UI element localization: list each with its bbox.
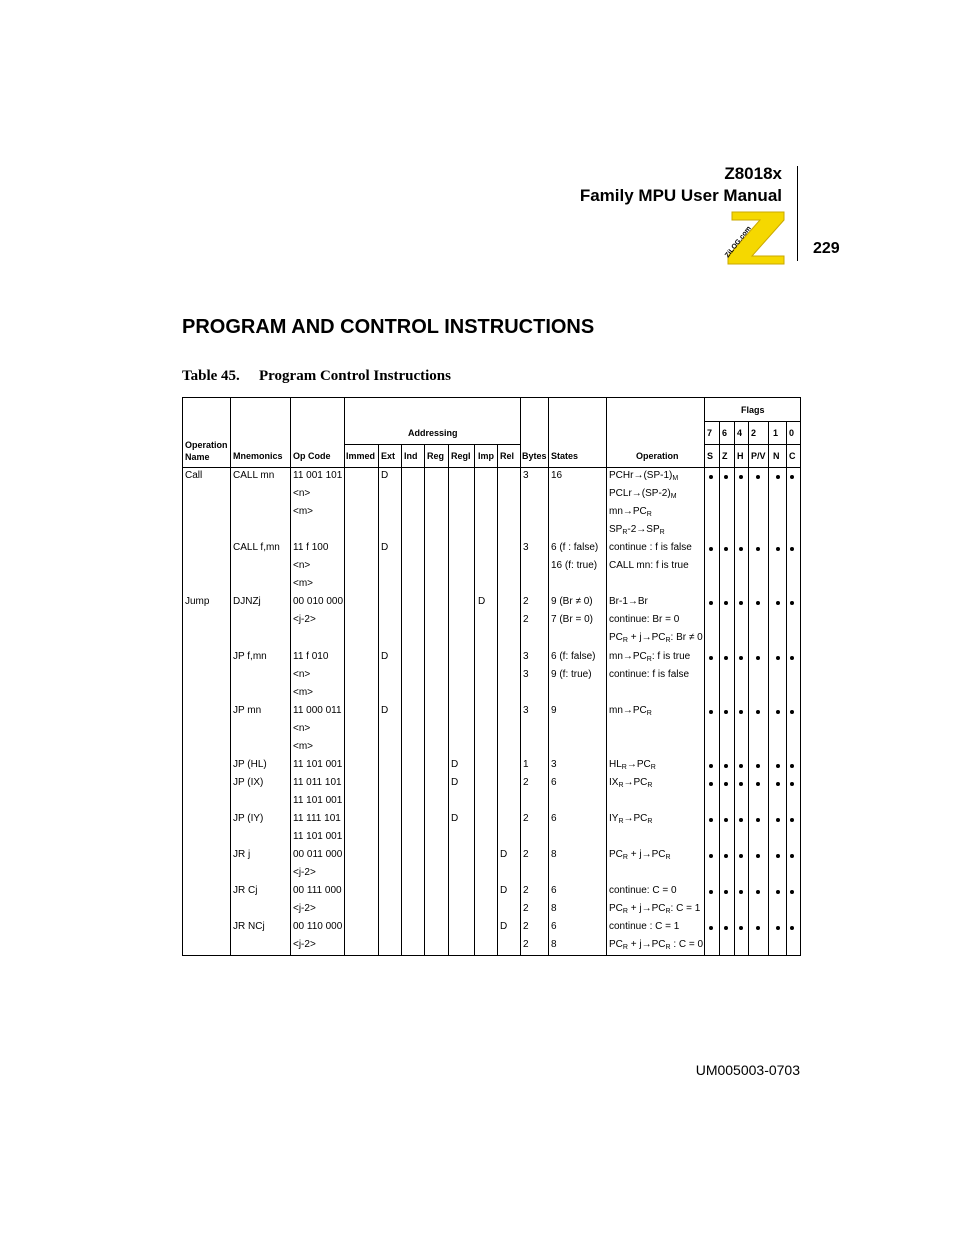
cell-op-code: 11 101 001 — [293, 758, 343, 770]
document-id: UM005003-0703 — [695, 1062, 800, 1078]
header-bottom-rule — [183, 467, 800, 468]
cell-mnemonic: DJNZj — [233, 596, 261, 608]
header-flag-pv: P/V — [751, 451, 766, 461]
cell-states: 6 — [551, 812, 557, 824]
cell-states: 6 — [551, 776, 557, 788]
flag-unaffected-dot — [756, 926, 760, 930]
flag-unaffected-dot — [724, 601, 728, 605]
header-flag-bit-1: 1 — [773, 428, 779, 438]
header-states: States — [551, 451, 579, 461]
flag-unaffected-dot — [790, 601, 794, 605]
cell-op-code: <m> — [293, 686, 314, 698]
flag-unaffected-dot — [776, 656, 780, 660]
cell-mnemonic: JR j — [233, 849, 251, 861]
flag-unaffected-dot — [790, 475, 794, 479]
cell-op-code: 00 011 000 — [293, 849, 343, 861]
flag-unaffected-dot — [756, 782, 760, 786]
cell-addressing: D — [451, 758, 459, 770]
flag-unaffected-dot — [709, 475, 713, 479]
cell-states: 9 (f: true) — [551, 668, 592, 680]
cell-addressing: D — [381, 650, 389, 662]
cell-bytes: 2 — [523, 614, 529, 626]
cell-mnemonic: CALL mn — [233, 470, 275, 481]
column-rule — [748, 421, 749, 955]
column-rule — [344, 398, 345, 955]
program-control-table — [182, 397, 801, 956]
flag-unaffected-dot — [756, 710, 760, 714]
logo-text: ZiLOG.com — [724, 225, 753, 260]
flag-unaffected-dot — [739, 782, 743, 786]
header-addr-reg: Reg — [427, 451, 445, 461]
flag-unaffected-dot — [709, 710, 713, 714]
cell-addressing: D — [381, 704, 389, 716]
cell-operation: $PCLr\to(SP-2)_M$ — [609, 488, 677, 501]
flag-unaffected-dot — [776, 818, 780, 822]
flag-unaffected-dot — [776, 475, 780, 479]
column-rule — [719, 421, 720, 955]
cell-bytes: 2 — [523, 812, 529, 824]
cell-bytes: 2 — [523, 939, 529, 951]
cell-operation-name: Jump — [185, 596, 210, 608]
cell-operation-name: Call — [185, 470, 203, 481]
cell-addressing: D — [451, 812, 459, 824]
flag-unaffected-dot — [709, 818, 713, 822]
cell-op-code: 11 101 001 — [293, 831, 343, 842]
column-rule — [474, 444, 475, 955]
header-addr-immed: Immed — [346, 451, 376, 461]
column-rule — [548, 398, 549, 955]
cell-op-code: <j-2> — [293, 614, 316, 626]
cell-mnemonic: JP f,mn — [233, 650, 267, 662]
flag-unaffected-dot — [790, 710, 794, 714]
flag-unaffected-dot — [739, 710, 743, 714]
cell-mnemonic: JP (HL) — [233, 758, 267, 770]
cell-states: 6 (f: false) — [551, 650, 596, 662]
header-flags: Flags — [741, 405, 765, 415]
flag-unaffected-dot — [776, 890, 780, 894]
cell-operation: $mn\to PC_R$: f is true — [609, 650, 691, 663]
flag-unaffected-dot — [756, 601, 760, 605]
header-flag-n: N — [773, 451, 780, 461]
cell-op-code: <j-2> — [293, 939, 316, 951]
flag-unaffected-dot — [724, 475, 728, 479]
cell-operation: continue : f is false — [609, 542, 692, 554]
flag-unaffected-dot — [739, 656, 743, 660]
flag-unaffected-dot — [756, 764, 760, 768]
flag-unaffected-dot — [709, 782, 713, 786]
cell-bytes: 3 — [523, 650, 529, 662]
page-number: 229 — [813, 240, 840, 257]
flag-unaffected-dot — [776, 547, 780, 551]
cell-operation: $mn\to PC_R$ — [609, 704, 652, 717]
cell-bytes: 3 — [523, 470, 529, 481]
flag-unaffected-dot — [739, 890, 743, 894]
flag-unaffected-dot — [709, 656, 713, 660]
flag-unaffected-dot — [790, 818, 794, 822]
cell-op-code: 00 010 000 — [293, 596, 344, 608]
header-operation: Operation — [636, 451, 679, 461]
column-rule — [734, 421, 735, 955]
cell-operation: $PC_R + j\to PC_R$ : C = 0 — [609, 939, 704, 952]
cell-operation: $mn\to PC_R$ — [609, 506, 652, 519]
header-flag-bit-4: 4 — [737, 428, 743, 438]
cell-bytes: 2 — [523, 849, 529, 861]
cell-mnemonic: JP (IY) — [233, 812, 264, 824]
flag-unaffected-dot — [756, 475, 760, 479]
cell-states: 8 — [551, 903, 557, 915]
cell-operation: $HL_R\to PC_R$ — [609, 758, 656, 771]
cell-op-code: <m> — [293, 740, 314, 752]
flag-unaffected-dot — [790, 890, 794, 894]
flag-unaffected-dot — [756, 547, 760, 551]
header-addr-imp: Imp — [478, 451, 495, 461]
flag-unaffected-dot — [739, 764, 743, 768]
cell-bytes: 2 — [523, 776, 529, 788]
header-addr-regi: RegI — [451, 451, 471, 461]
cell-states: 6 — [551, 885, 557, 897]
cell-op-code: <j-2> — [293, 867, 316, 879]
cell-op-code: 11 000 011 — [293, 704, 342, 716]
column-rule — [768, 421, 769, 955]
flag-unaffected-dot — [739, 854, 743, 858]
cell-bytes: 1 — [523, 758, 529, 770]
cell-mnemonic: JP mn — [233, 704, 262, 716]
flags-rule — [704, 421, 800, 422]
flag-unaffected-dot — [709, 926, 713, 930]
flag-unaffected-dot — [776, 926, 780, 930]
flag-unaffected-dot — [756, 656, 760, 660]
flag-unaffected-dot — [776, 764, 780, 768]
cell-operation: continue: C = 0 — [609, 885, 677, 897]
cell-op-code: <m> — [293, 506, 314, 518]
cell-operation: Br-1→Br — [609, 596, 648, 608]
cell-addressing: D — [500, 885, 508, 897]
cell-addressing: D — [381, 470, 389, 481]
cell-operation: $PCHr\to(SP-1)_M$ — [609, 470, 679, 482]
cell-bytes: 2 — [523, 596, 529, 608]
header-flag-z: Z — [722, 451, 728, 461]
column-rule — [290, 398, 291, 955]
flag-unaffected-dot — [756, 890, 760, 894]
cell-op-code: 11 f 100 — [293, 542, 329, 554]
manual-title-line1: Z8018x — [724, 164, 782, 183]
flag-unaffected-dot — [790, 854, 794, 858]
cell-operation: CALL mn: f is true — [609, 560, 689, 572]
cell-op-code: 11 101 001 — [293, 794, 343, 806]
cell-bytes: 2 — [523, 921, 529, 933]
flag-unaffected-dot — [724, 818, 728, 822]
cell-mnemonic: JP (IX) — [233, 776, 264, 788]
cell-op-code: 11 111 101 — [293, 812, 341, 824]
cell-states: 9 (Br ≠ 0) — [551, 596, 593, 608]
cell-bytes: 2 — [523, 885, 529, 897]
table-caption — [182, 368, 451, 385]
flag-unaffected-dot — [739, 601, 743, 605]
cell-bytes: 3 — [523, 704, 529, 716]
flag-unaffected-dot — [709, 890, 713, 894]
cell-op-code: <n> — [293, 560, 311, 572]
cell-operation: $IX_R\to PC_R$ — [609, 776, 653, 789]
header-op-code: Op Code — [293, 451, 331, 461]
flag-unaffected-dot — [724, 854, 728, 858]
header-operation-name — [185, 439, 231, 463]
header-flag-bit-2: 2 — [751, 428, 757, 438]
column-rule — [448, 444, 449, 955]
cell-addressing: D — [381, 542, 389, 554]
flag-unaffected-dot — [724, 710, 728, 714]
cell-op-code: <m> — [293, 578, 314, 590]
column-rule — [704, 398, 705, 955]
cell-states: 6 — [551, 921, 557, 933]
cell-op-code: <j-2> — [293, 903, 316, 915]
header-addressing: Addressing — [408, 428, 458, 438]
cell-op-code: 00 110 000 — [293, 921, 343, 933]
header-mnemonics: Mnemonics — [233, 451, 283, 461]
header-flag-h: H — [737, 451, 744, 461]
cell-op-code: 11 011 101 — [293, 776, 342, 788]
header-addr-rel: Rel — [500, 451, 515, 461]
header-operation-name-text: Operation Name — [185, 440, 228, 462]
header-flag-bit-0: 0 — [789, 428, 795, 438]
cell-states: 16 (f: true) — [551, 560, 598, 572]
cell-addressing: D — [451, 776, 459, 788]
header-flag-bit-6: 6 — [722, 428, 728, 438]
flag-unaffected-dot — [776, 710, 780, 714]
cell-operation: $PC_R + j\to PC_R$: Br ≠ 0 — [609, 632, 703, 645]
header-addr-ext: Ext — [381, 451, 396, 461]
cell-bytes: 3 — [523, 668, 529, 680]
flag-unaffected-dot — [756, 818, 760, 822]
flag-unaffected-dot — [724, 547, 728, 551]
column-rule — [520, 398, 521, 955]
cell-operation: $PC_R + j\to PC_R$ — [609, 849, 671, 862]
cell-states: 16 — [551, 470, 563, 481]
cell-op-code: <n> — [293, 668, 311, 680]
flag-unaffected-dot — [709, 547, 713, 551]
flag-unaffected-dot — [724, 764, 728, 768]
cell-operation: $IY_R\to PC_R$ — [609, 812, 653, 825]
cell-states: 8 — [551, 849, 557, 861]
cell-mnemonic: JR NCj — [233, 921, 265, 933]
cell-op-code: <n> — [293, 722, 311, 734]
cell-operation: continue: Br = 0 — [609, 614, 680, 626]
cell-states: 3 — [551, 758, 557, 770]
cell-operation: $SP_R-2\to SP_R$ — [609, 524, 665, 537]
flag-unaffected-dot — [790, 656, 794, 660]
table-caption-number: Table 45. — [182, 368, 240, 384]
cell-mnemonic: CALL f,mn — [233, 542, 280, 554]
header-rule — [797, 166, 798, 261]
column-rule — [786, 421, 787, 955]
column-rule — [497, 444, 498, 955]
header-bytes: Bytes — [522, 451, 547, 461]
flag-unaffected-dot — [709, 854, 713, 858]
header-flag-bit-7: 7 — [707, 428, 713, 438]
flag-unaffected-dot — [709, 601, 713, 605]
column-rule — [606, 398, 607, 955]
addressing-rule — [344, 444, 520, 445]
flag-unaffected-dot — [790, 782, 794, 786]
column-rule — [401, 444, 402, 955]
header-flag-s: S — [707, 451, 714, 461]
cell-mnemonic: JR Cj — [233, 885, 258, 897]
cell-addressing: D — [478, 596, 486, 608]
flag-unaffected-dot — [724, 782, 728, 786]
flag-unaffected-dot — [739, 926, 743, 930]
cell-bytes: 2 — [523, 903, 529, 915]
header-flag-c: C — [789, 451, 796, 461]
flag-unaffected-dot — [790, 926, 794, 930]
cell-states: 6 (f : false) — [551, 542, 599, 554]
flag-unaffected-dot — [776, 782, 780, 786]
flag-unaffected-dot — [756, 854, 760, 858]
column-rule — [378, 444, 379, 955]
flag-bits-rule — [704, 444, 800, 445]
cell-bytes: 3 — [523, 542, 529, 554]
cell-op-code: 00 111 000 — [293, 885, 342, 897]
section-title: PROGRAM AND CONTROL INSTRUCTIONS — [182, 316, 595, 338]
header-addr-ind: Ind — [404, 451, 418, 461]
cell-op-code: 11 f 010 — [293, 650, 329, 662]
cell-states: 7 (Br = 0) — [551, 614, 593, 626]
cell-states: 8 — [551, 939, 557, 951]
manual-title — [580, 163, 782, 207]
cell-op-code: 11 001 101 — [293, 470, 343, 481]
cell-operation: continue : C = 1 — [609, 921, 680, 933]
column-rule — [424, 444, 425, 955]
flag-unaffected-dot — [776, 854, 780, 858]
flag-unaffected-dot — [724, 926, 728, 930]
manual-title-line2: Family MPU User Manual — [579, 186, 782, 205]
flag-unaffected-dot — [709, 764, 713, 768]
flag-unaffected-dot — [724, 890, 728, 894]
flag-unaffected-dot — [776, 601, 780, 605]
table-caption-title: Program Control Instructions — [259, 368, 451, 384]
cell-op-code: <n> — [293, 488, 311, 500]
cell-operation: continue: f is false — [609, 668, 690, 680]
zilog-logo — [718, 208, 786, 268]
flag-unaffected-dot — [724, 656, 728, 660]
flag-unaffected-dot — [790, 547, 794, 551]
cell-addressing: D — [500, 921, 508, 933]
cell-addressing: D — [500, 849, 508, 861]
column-rule — [230, 398, 231, 955]
cell-operation: $PC_R + j\to PC_R$: C = 1 — [609, 903, 701, 916]
cell-states: 9 — [551, 704, 557, 716]
flag-unaffected-dot — [739, 818, 743, 822]
flag-unaffected-dot — [790, 764, 794, 768]
flag-unaffected-dot — [739, 475, 743, 479]
flag-unaffected-dot — [739, 547, 743, 551]
